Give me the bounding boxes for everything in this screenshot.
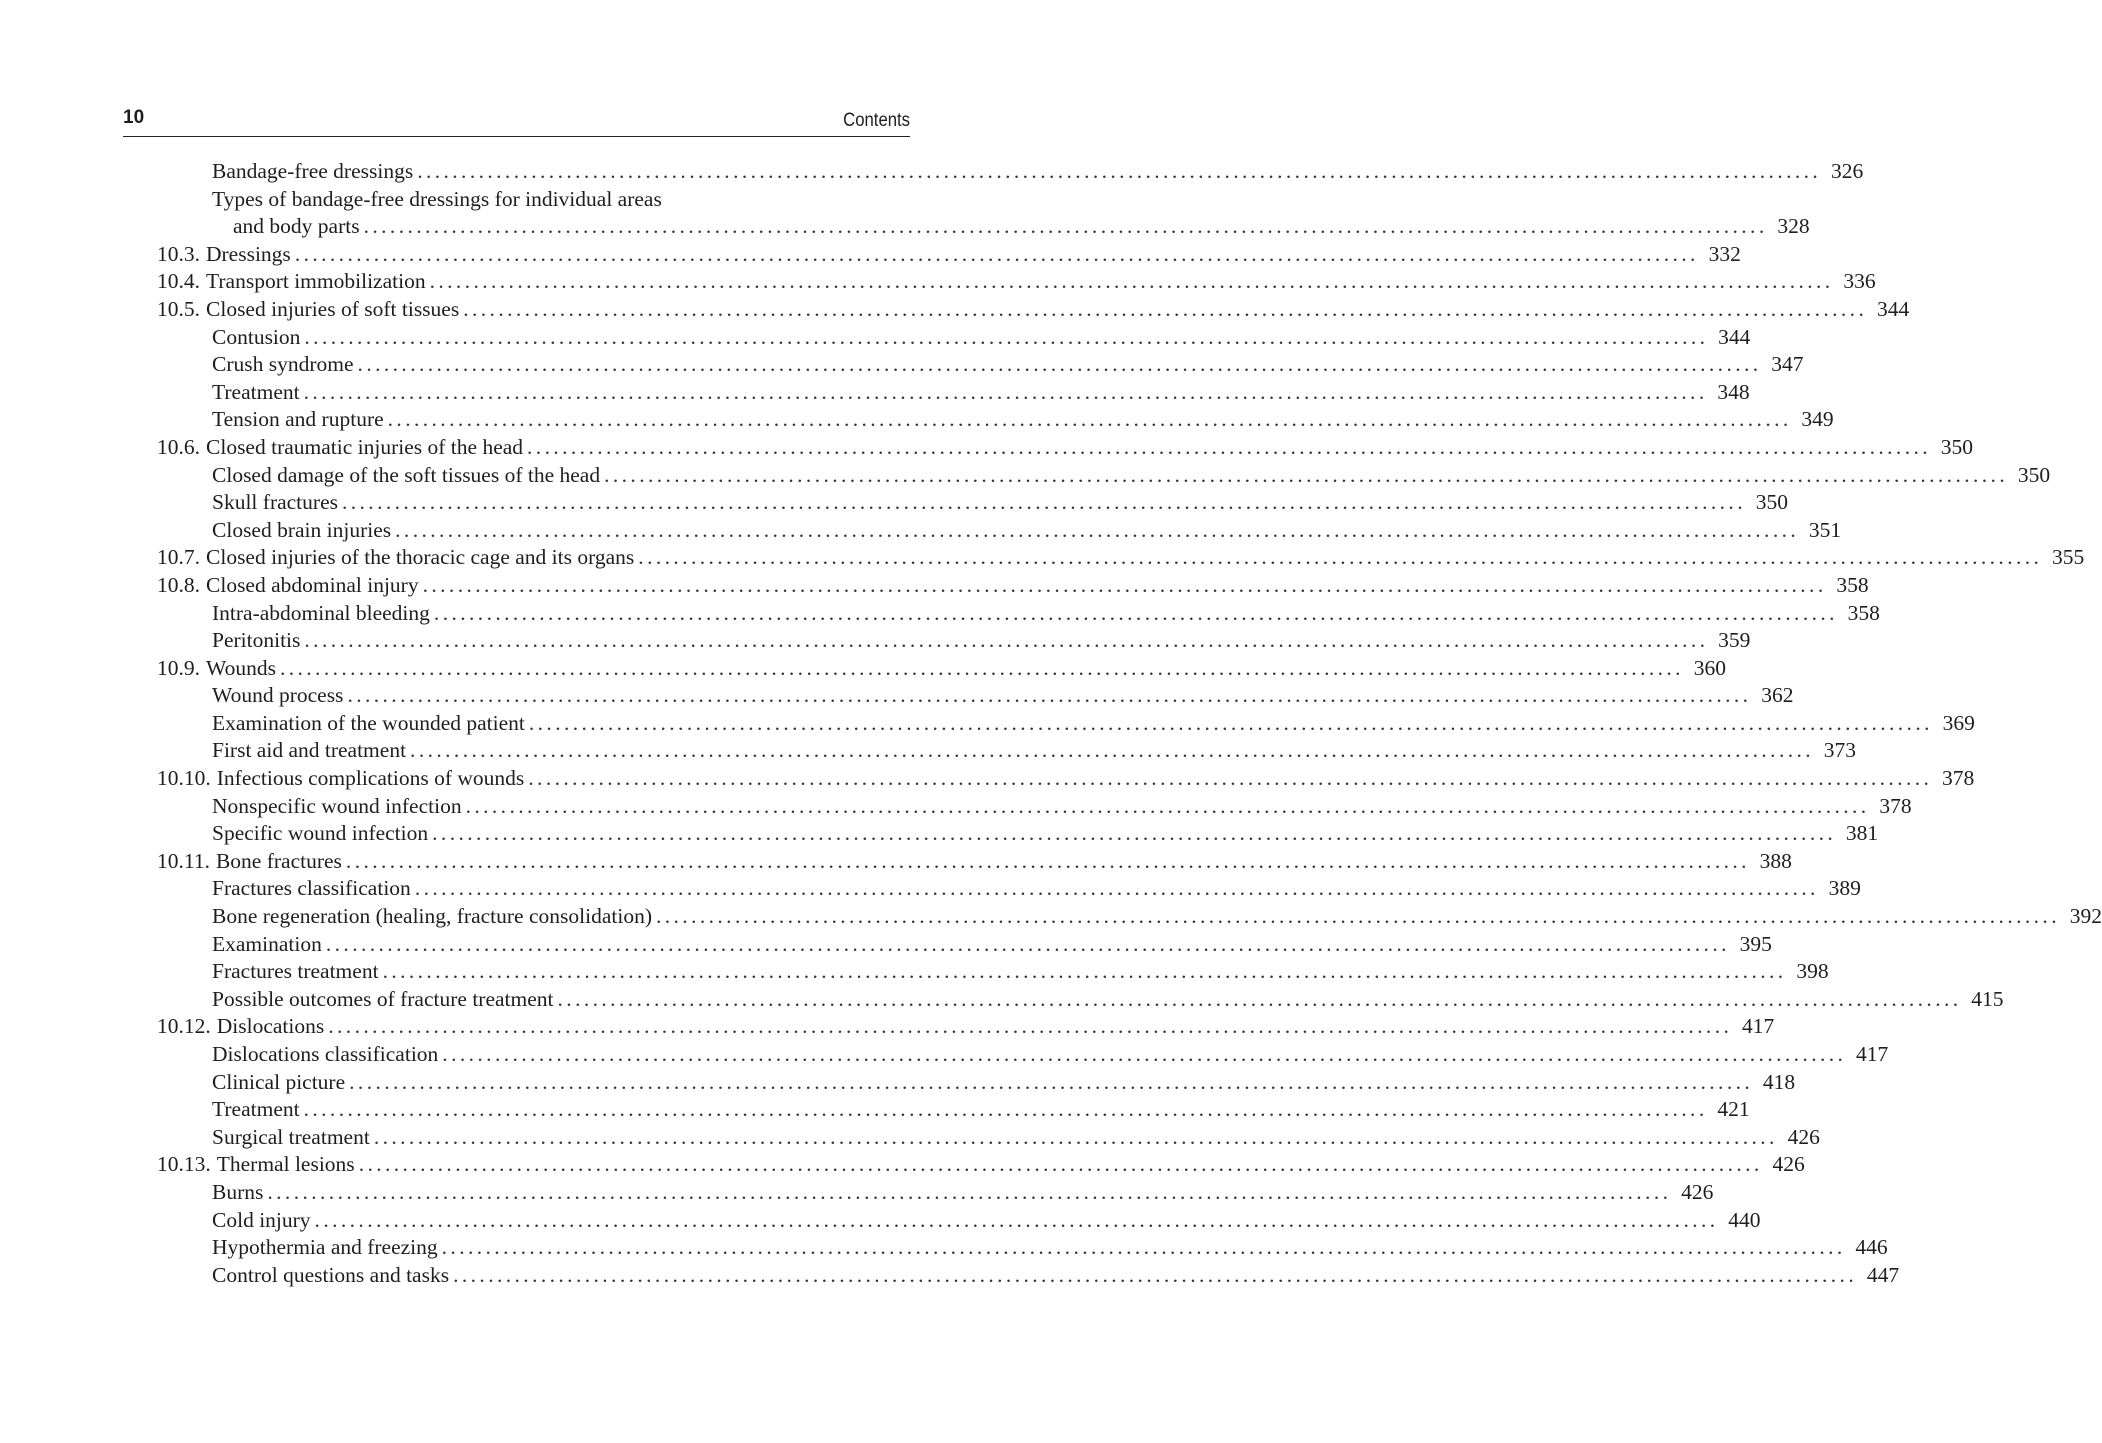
toc-entry[interactable] [157, 158, 1864, 186]
toc-entry[interactable] [157, 296, 1910, 324]
toc-entry[interactable] [157, 572, 1869, 600]
toc-entry-page: 415 [1971, 986, 2004, 1011]
dot-leader: ................................................................................................................................................................ [267, 1179, 1672, 1204]
toc-entry-page: 417 [1856, 1042, 1889, 1066]
toc-entry-page: 362 [1761, 683, 1794, 708]
toc-entry[interactable] [157, 268, 1876, 296]
toc-entry-title: First aid and treatment [212, 738, 407, 763]
dot-leader: ................................................................................................................................................................ [357, 352, 1762, 377]
toc-entry-title: Nonspecific wound infection [212, 793, 462, 818]
toc-entry-page: 355 [2052, 545, 2085, 570]
dot-leader: ................................................................................................................................................................ [422, 572, 1827, 597]
toc-entry-page: 350 [2017, 462, 2051, 487]
toc-entry[interactable] [157, 931, 1772, 959]
dot-leader: ................................................................................................................................................................ [349, 1069, 1754, 1094]
toc-entry-title: Closed injuries of the thoracic cage and its organs [206, 545, 635, 570]
toc-entry-title: Infectious complications of wounds [216, 766, 525, 791]
toc-entry[interactable] [157, 875, 1861, 903]
toc-entry-page: 349 [1801, 407, 1834, 432]
toc-entry[interactable] [157, 737, 1857, 765]
toc-entry-page: 378 [1942, 766, 1975, 791]
table-of-contents [157, 158, 2102, 1289]
toc-entry-title: Tension and rupture [212, 407, 384, 432]
toc-entry-page: 369 [1942, 710, 1975, 735]
toc-entry[interactable] [157, 1124, 1820, 1152]
toc-entry-number: 10.11. [157, 848, 210, 873]
toc-entry-page: 389 [1828, 876, 1861, 901]
toc-entry[interactable] [157, 351, 1804, 379]
toc-entry-title: Control questions and tasks [212, 1262, 450, 1287]
toc-entry-title: Closed injuries of soft tissues [206, 296, 460, 321]
dot-leader: ................................................................................................................................................................ [395, 517, 1800, 542]
dot-leader: ................................................................................................................................................................ [314, 1207, 1719, 1232]
dot-leader: ................................................................................................................................................................ [373, 1124, 1778, 1149]
dot-leader: ................................................................................................................................................................ [604, 462, 2009, 487]
toc-entry-number: 10.9. [157, 655, 200, 680]
toc-entry-number: 10.4. [157, 269, 200, 294]
toc-entry[interactable] [157, 434, 1974, 462]
toc-entry-title: Peritonitis [212, 628, 301, 653]
toc-entry[interactable] [157, 1013, 1775, 1041]
toc-entry-title: Dislocations [216, 1014, 325, 1039]
toc-entry-title: Fractures classification [212, 876, 411, 901]
dot-leader: ................................................................................................................................................................ [347, 683, 1752, 708]
dot-leader: ................................................................................................................................................................ [358, 1152, 1763, 1177]
toc-entry[interactable] [157, 820, 1879, 848]
toc-entry[interactable] [157, 655, 1726, 683]
toc-entry-page: 388 [1759, 848, 1792, 873]
toc-entry[interactable] [157, 848, 1792, 876]
toc-entry-title: Clinical picture [212, 1069, 346, 1094]
toc-entry-page: 426 [1681, 1179, 1714, 1204]
toc-entry-page: 426 [1772, 1152, 1805, 1177]
toc-entry-title: Fractures treatment [212, 959, 379, 984]
toc-entry-page: 358 [1847, 600, 1880, 625]
toc-entry-title: Transport immobilization [206, 269, 426, 294]
toc-entry-title: Intra-abdominal bleeding [212, 600, 430, 625]
dot-leader: ................................................................................................................................................................ [345, 848, 1750, 873]
toc-entry-number: 10.6. [157, 434, 200, 459]
toc-entry-title: Contusion [212, 324, 301, 349]
toc-entry-title: Wound process [212, 683, 344, 708]
toc-entry-title: Possible outcomes of fracture treatment [212, 986, 554, 1011]
toc-entry-title: Wounds [206, 655, 276, 680]
toc-entry-title: Closed brain injuries [212, 517, 392, 542]
toc-entry-page: 348 [1717, 379, 1750, 404]
toc-entry-page: 332 [1708, 241, 1741, 266]
toc-entry-number: 10.7. [157, 545, 200, 570]
toc-entry-page: 373 [1823, 738, 1857, 763]
toc-entry-title: Dressings [206, 241, 291, 266]
toc-entry-title: Closed damage of the soft tissues of the head [212, 462, 601, 487]
toc-entry-title: Surgical treatment [212, 1124, 370, 1149]
toc-entry-title: Examination of the wounded patient [212, 710, 525, 735]
dot-leader: ................................................................................................................................................................ [442, 1042, 1847, 1066]
toc-entry-title: Closed abdominal injury [206, 572, 419, 597]
dot-leader: ................................................................................................................................................................ [453, 1262, 1858, 1287]
toc-entry[interactable] [157, 1179, 1714, 1207]
toc-entry[interactable] [157, 765, 1975, 793]
dot-leader: ................................................................................................................................................................ [557, 986, 1962, 1011]
toc-entry-page: 344 [1876, 296, 1910, 321]
dot-leader: ................................................................................................................................................................ [303, 1097, 1708, 1122]
dot-leader: ................................................................................................................................................................ [655, 904, 2060, 929]
toc-entry-title: Treatment [212, 379, 300, 404]
toc-entry-page: 395 [1739, 931, 1772, 956]
toc-entry-page: 360 [1693, 655, 1726, 680]
toc-entry[interactable] [157, 544, 2085, 572]
toc-entry-title: Treatment [212, 1097, 300, 1122]
dot-leader: ................................................................................................................................................................ [638, 545, 2043, 570]
toc-entry-title: Examination [212, 931, 322, 956]
toc-entry-page: 350 [1940, 434, 1974, 459]
toc-entry-page: 336 [1843, 269, 1876, 294]
dot-leader: ................................................................................................................................................................ [432, 821, 1837, 846]
page-number: 10 [123, 107, 145, 128]
toc-entry-page: 426 [1787, 1124, 1820, 1149]
toc-entry[interactable] [157, 903, 2102, 931]
dot-leader: ................................................................................................................................................................ [328, 1014, 1733, 1039]
toc-entry-page: 447 [1866, 1262, 1900, 1287]
toc-entry-number: 10.8. [157, 572, 200, 597]
dot-leader: ................................................................................................................................................................ [325, 931, 1730, 956]
toc-entry[interactable] [157, 186, 1810, 241]
toc-entry-page: 358 [1836, 572, 1869, 597]
toc-entry-number: 10.13. [157, 1152, 211, 1177]
dot-leader: ................................................................................................................................................................ [304, 324, 1709, 349]
toc-entry[interactable] [157, 958, 1829, 986]
dot-leader: ................................................................................................................................................................ [463, 296, 1868, 321]
toc-entry-title: Bone fractures [215, 848, 342, 873]
dot-leader: ................................................................................................................................................................ [528, 710, 1933, 735]
toc-entry-title: Burns [212, 1179, 264, 1204]
dot-leader: ................................................................................................................................................................ [433, 600, 1838, 625]
toc-entry-page: 446 [1855, 1235, 1888, 1260]
toc-entry[interactable] [157, 1041, 1889, 1069]
toc-entry-number: 10.10. [157, 766, 211, 791]
toc-entry-page: 398 [1796, 959, 1829, 984]
toc-entry-number: 10.5. [157, 296, 200, 321]
toc-entry-page: 378 [1879, 793, 1912, 818]
dot-leader: ................................................................................................................................................................ [465, 793, 1870, 818]
toc-entry[interactable] [157, 324, 1751, 352]
toc-entry-page: 344 [1718, 324, 1751, 349]
page-header [123, 104, 910, 137]
toc-entry-page: 392 [2069, 904, 2102, 929]
toc-entry-page: 328 [1777, 214, 1810, 239]
dot-leader: ................................................................................................................................................................ [279, 655, 1684, 680]
toc-entry[interactable] [157, 710, 1975, 738]
dot-leader: ................................................................................................................................................................ [294, 241, 1699, 266]
toc-entry[interactable] [157, 379, 1750, 407]
dot-leader: ................................................................................................................................................................ [417, 159, 1822, 183]
dot-leader: ................................................................................................................................................................ [528, 766, 1933, 791]
toc-entry-title: Crush syndrome [212, 352, 354, 377]
toc-entry[interactable] [157, 793, 1912, 821]
dot-leader: ................................................................................................................................................................ [429, 269, 1834, 294]
toc-entry[interactable] [157, 489, 1788, 517]
toc-entry[interactable] [157, 462, 2051, 490]
dot-leader: ................................................................................................................................................................ [341, 490, 1746, 515]
dot-leader: ................................................................................................................................................................ [527, 434, 1932, 459]
toc-entry-title: Bandage-free dressings [212, 159, 414, 183]
toc-entry-title: Hypothermia and freezing [212, 1235, 438, 1260]
toc-entry-title-line1: Types of bandage-free dressings for individual areas [212, 186, 662, 211]
toc-entry[interactable] [157, 1069, 1796, 1097]
toc-entry-page: 326 [1830, 159, 1864, 183]
dot-leader: ................................................................................................................................................................ [382, 959, 1787, 984]
toc-entry-page: 350 [1755, 490, 1788, 515]
toc-entry-page: 381 [1845, 821, 1879, 846]
toc-entry[interactable] [157, 1207, 1761, 1235]
toc-entry-title: Specific wound infection [212, 821, 429, 846]
toc-entry[interactable] [157, 627, 1751, 655]
toc-entry-title: Bone regeneration (healing, fracture consolidation) [212, 904, 652, 929]
toc-entry-page: 440 [1728, 1207, 1761, 1232]
toc-entry-title: Closed traumatic injuries of the head [206, 434, 524, 459]
toc-entry[interactable] [157, 1234, 1888, 1262]
toc-entry-number: 10.12. [157, 1014, 211, 1039]
toc-entry[interactable] [157, 600, 1880, 628]
dot-leader: ................................................................................................................................................................ [304, 628, 1709, 653]
toc-entry[interactable] [157, 517, 1842, 545]
toc-entry[interactable] [157, 682, 1794, 710]
toc-entry[interactable] [157, 1262, 1900, 1290]
dot-leader: ................................................................................................................................................................ [414, 876, 1819, 901]
toc-entry-page: 421 [1717, 1097, 1750, 1122]
toc-entry-page: 359 [1718, 628, 1751, 653]
toc-entry-page: 418 [1762, 1069, 1796, 1094]
toc-entry[interactable] [157, 1096, 1750, 1124]
toc-entry[interactable] [157, 1151, 1805, 1179]
dot-leader: ................................................................................................................................................................ [441, 1235, 1846, 1260]
toc-entry-number: 10.3. [157, 241, 200, 266]
toc-entry[interactable] [157, 986, 2004, 1014]
toc-entry[interactable] [157, 406, 1834, 434]
toc-entry-page: 351 [1808, 517, 1842, 542]
toc-entry-page: 417 [1742, 1014, 1775, 1039]
dot-leader: ................................................................................................................................................................ [387, 407, 1792, 432]
dot-leader: ................................................................................................................................................................ [363, 214, 1768, 239]
toc-entry-page: 347 [1771, 352, 1804, 377]
toc-entry[interactable] [157, 241, 1741, 269]
running-head: Contents [843, 110, 910, 131]
dot-leader: ................................................................................................................................................................ [303, 379, 1708, 404]
toc-entry-title: and body parts [233, 214, 360, 239]
dot-leader: ................................................................................................................................................................ [410, 738, 1815, 763]
toc-entry-title: Thermal lesions [216, 1152, 355, 1177]
toc-entry-title: Dislocations classification [212, 1042, 439, 1066]
toc-entry-title: Cold injury [212, 1207, 311, 1232]
toc-entry-title: Skull fractures [212, 490, 338, 515]
